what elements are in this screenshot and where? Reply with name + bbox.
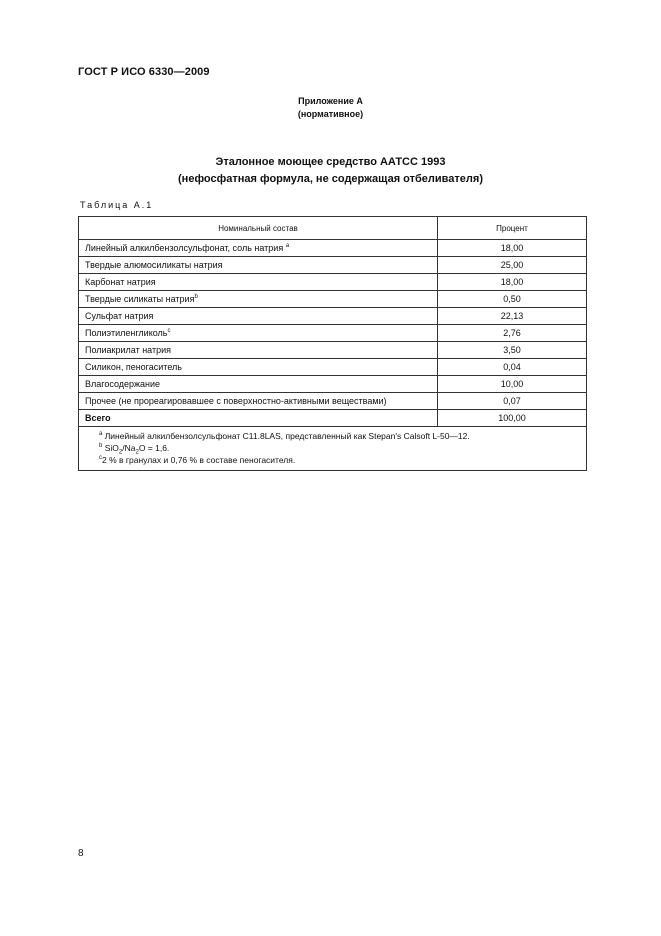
table-footnotes [79,427,587,471]
row-name-cell [79,359,438,376]
table-row [79,308,587,325]
appendix-title: Приложение А [298,96,363,106]
table-label: Таблица А.1 [80,200,154,210]
appendix-subtitle: (нормативное) [297,109,364,119]
column-header-percent: Процент [438,217,587,240]
row-name: Силикон, пеногаситель [85,361,182,372]
section-title-line1: Эталонное моющее средство ААТСС 1993 [215,156,446,168]
footnote-mark: a [99,431,103,438]
row-value: 0,07 [438,393,587,410]
table-row [79,291,587,308]
row-name-cell [79,376,438,393]
composition-table [78,216,587,471]
row-name: Карбонат натрия [85,276,156,287]
subscript-2: 2 [118,449,123,456]
row-name-cell [79,257,438,274]
row-name: Прочее (не прореагировавшее с поверхностно-активными веществами) [85,395,387,406]
total-label: Всего [79,410,438,427]
footnote-b [99,442,566,454]
table-row [79,257,587,274]
footnote-mark: a [285,242,290,249]
section-title-line2: (нефосфатная формула, не содержащая отбеливателя) [178,173,483,185]
footnote-text: Линейный алкилбензолсульфонат С11.8LAS, представленный как Stepan's Calsoft L-50—12. [104,431,470,441]
row-name: Полиэтиленгликоль [85,327,168,338]
row-value: 18,00 [438,274,587,291]
row-name: Влагосодержание [85,378,161,389]
row-name: Линейный алкилбензолсульфонат, соль натрия [85,242,284,253]
footnote-text-sep: /Na [122,443,136,453]
table-header-row [79,217,587,240]
footnote-a [99,430,566,442]
row-value: 3,50 [438,342,587,359]
row-name: Полиакрилат натрия [85,344,172,355]
row-name-cell [79,240,438,257]
column-header-composition: Номинальный состав [79,217,438,240]
table-row [79,325,587,342]
row-value: 25,00 [438,257,587,274]
subscript-2: 2 [135,449,139,456]
footnote-c [99,454,566,466]
page-number: 8 [78,848,84,859]
footnote-mark: b [99,443,103,450]
row-name-cell [79,291,438,308]
row-name: Сульфат натрия [85,310,154,321]
table-row [79,393,587,410]
table-total-row [79,410,587,427]
table-row [79,274,587,291]
total-value: 100,00 [438,410,587,427]
row-value: 22,13 [438,308,587,325]
table-row [79,376,587,393]
row-value: 0,50 [438,291,587,308]
footnote-text-rest: O = 1,6. [138,443,170,453]
row-name: Твердые силикаты натрия [85,293,195,304]
row-name-cell [79,325,438,342]
row-name-cell [79,274,438,291]
row-name-cell [79,342,438,359]
table-row [79,240,587,257]
row-name: Твердые алюмосиликаты натрия [85,259,223,270]
footnote-text-sio: SiO [104,443,119,453]
table-row [79,359,587,376]
table-notes-row [79,427,587,471]
row-value: 0,04 [438,359,587,376]
footnote-mark: b [194,293,198,300]
row-name-cell [79,393,438,410]
row-value: 18,00 [438,240,587,257]
row-name-cell [79,308,438,325]
footnote-text: 2 % в гранулах и 0,76 % в составе пеногасителя. [102,455,296,465]
footnote-mark: c [99,455,102,462]
row-value: 2,76 [438,325,587,342]
document-header: ГОСТ Р ИСО 6330—2009 [78,66,210,78]
footnote-mark: c [167,327,171,334]
row-value: 10,00 [438,376,587,393]
table-row [79,342,587,359]
